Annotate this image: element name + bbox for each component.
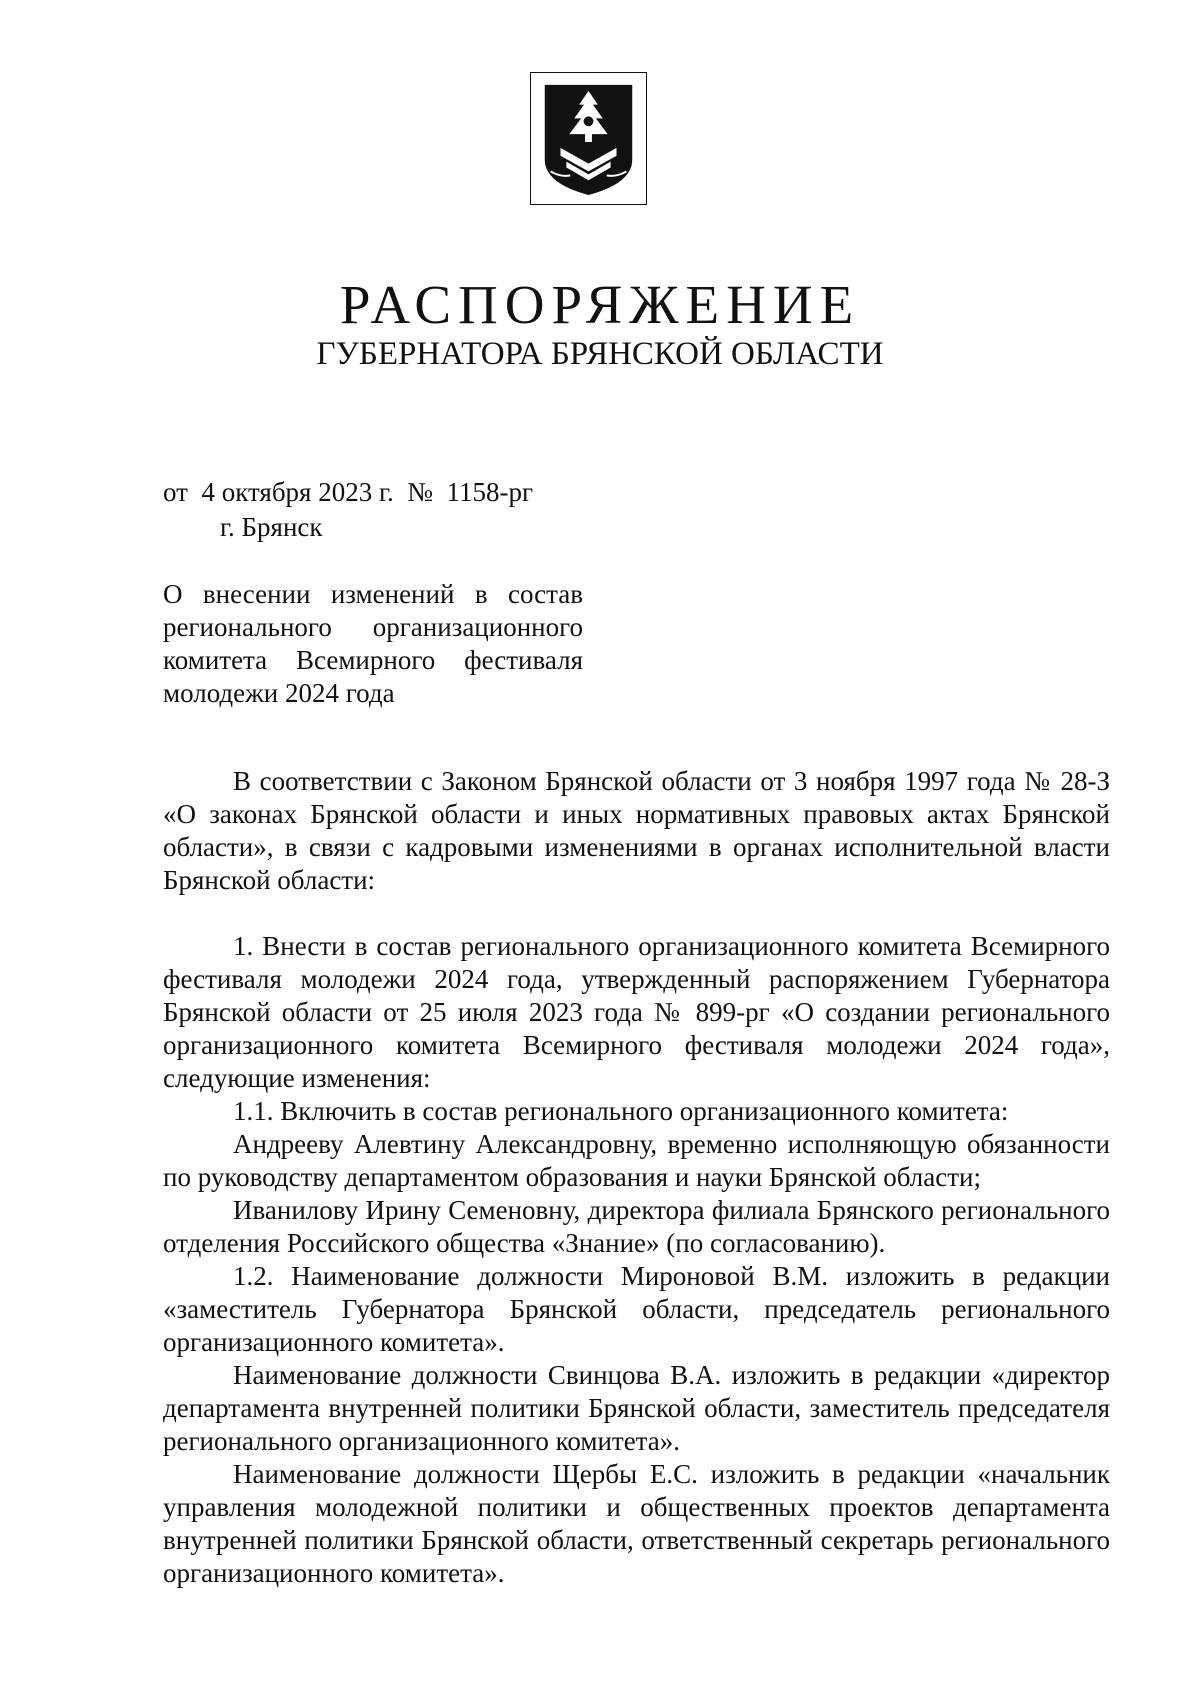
document-subject	[163, 578, 583, 710]
document-body	[163, 765, 1110, 1590]
bryansk-oblast-coat-of-arms-icon	[530, 72, 647, 205]
subject-line: О внесении изменений в состав	[163, 579, 583, 609]
document-subtitle: ГУБЕРНАТОРА БРЯНСКОЙ ОБЛАСТИ	[316, 336, 884, 372]
subject-line: регионального организационного	[163, 612, 583, 642]
subject-line: молодежи 2024 года	[163, 678, 395, 708]
preamble-paragraph: В соответствии с Законом Брянской области от 3 ноября 1997 года № 28-З «О законах Брянской области и иных нормативных правовых актах Брянской области», в связи с кадровыми изменениями в органах исполнительной власти Брянской области:	[163, 766, 1110, 895]
subject-line: комитета Всемирного фестиваля	[163, 645, 583, 675]
body-paragraph: Наименование должности Свинцова В.А. изложить в редакции «директор департамента внутренней политики Брянской области, заместитель председателя регионального организационного комитета».	[163, 1360, 1110, 1456]
document-date-number: от 4 октября 2023 г. № 1158-рг	[163, 477, 534, 507]
body-paragraph: 1.1. Включить в состав регионального организационного комитета:	[233, 1096, 1009, 1126]
body-paragraph: 1. Внести в состав регионального организационного комитета Всемирного фестиваля молодежи 2024 года, утвержденный распоряжением Губернатора Брянской области от 25 июля 2023 года № 899-рг «О создании регионального организационного комитета Всемирного фестиваля молодежи 2024 года», следующие изменения:	[163, 931, 1110, 1093]
body-paragraph: Андрееву Алевтину Александровну, временно исполняющую обязанности по руководству департаментом образования и науки Брянской области;	[163, 1129, 1110, 1192]
body-paragraph: 1.2. Наименование должности Мироновой В.М. изложить в редакции «заместитель Губернатора Брянской области, председатель регионального организационного комитета».	[163, 1261, 1110, 1357]
document-title: РАСПОРЯЖЕНИЕ	[339, 274, 861, 335]
document-city: г. Брянск	[220, 512, 323, 542]
body-paragraph: Наименование должности Щербы Е.С. изложить в редакции «начальник управления молодежной политики и общественных проектов департамента внутренней политики Брянской области, ответственный секретарь регионального организационного комитета».	[163, 1459, 1110, 1588]
body-paragraph: Иванилову Ирину Семеновну, директора филиала Брянского регионального отделения Российского общества «Знание» (по согласованию).	[163, 1195, 1110, 1258]
